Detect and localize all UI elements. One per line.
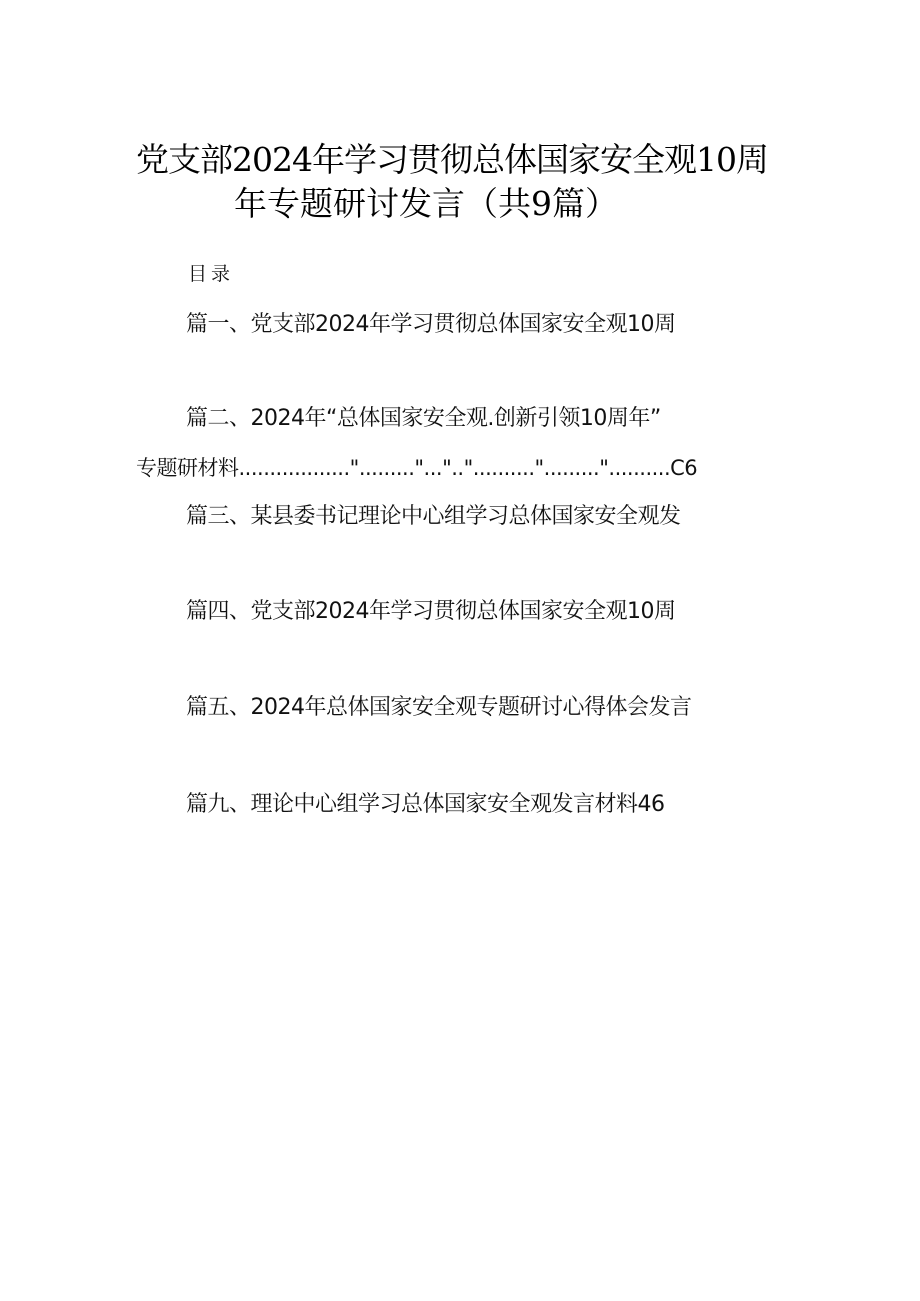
toc-item-2-continuation: 专题研材料.................."........."..."..".........."........."..........C6 xyxy=(136,456,698,480)
toc-item-3: 篇三、某县委书记理论中心组学习总体国家安全观发 xyxy=(186,504,681,529)
toc-item-4: 篇四、党支部2024年学习贯彻总体国家安全观10周 xyxy=(186,599,676,624)
toc-item-2: 篇二、2024年“总体国家安全观.创新引领10周年” xyxy=(186,406,661,431)
toc-item-9: 篇九、理论中心组学习总体国家安全观发言材料46 xyxy=(186,792,665,817)
toc-item-5: 篇五、2024年总体国家安全观专题研讨心得体会发言 xyxy=(186,695,692,720)
toc-heading: 目录 xyxy=(188,263,235,285)
document-title-line-1: 党支部2024年学习贯彻总体国家安全观10周 xyxy=(136,140,768,179)
toc-item-1: 篇一、党支部2024年学习贯彻总体国家安全观10周 xyxy=(186,312,676,337)
document-title-line-2: 年专题研讨发言（共9篇） xyxy=(234,184,618,223)
